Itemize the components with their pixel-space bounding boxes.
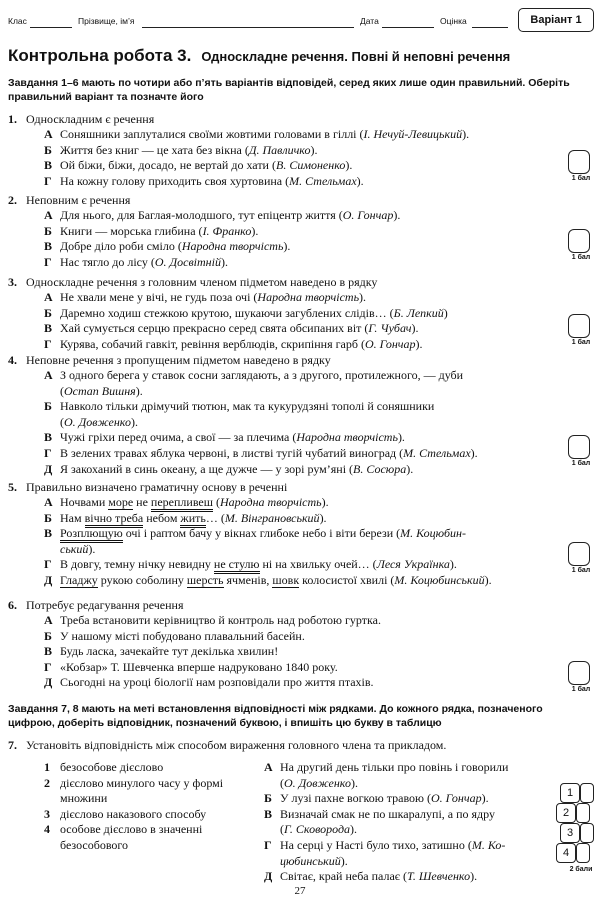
options-list (44, 495, 564, 589)
option-text: І. Нечуй-Левицький (363, 127, 463, 141)
option-letter: А (44, 368, 53, 382)
matching-left-item (44, 760, 244, 776)
matching-right-item (264, 838, 556, 869)
option-letter: Д (44, 461, 53, 476)
points-label: 1 бал (571, 254, 591, 261)
item-letter: В (264, 806, 273, 821)
option-letter: Г (44, 336, 52, 351)
option-text: Народна творчість (296, 430, 398, 445)
option-text: ( (213, 495, 220, 509)
item-number: 1 (44, 760, 50, 774)
name-label: Прізвище, ім’я (78, 16, 135, 26)
instructions-1-6: Завдання 1–6 мають по чотири або п’ять варіантів відповідей, серед яких лише один правильний. Оберіть правильний варіант та позначте його (8, 77, 570, 103)
option-text: Навколо тільки дрімучий тютюн, мак та кукурудзяні тополі й соняшники (60, 399, 435, 414)
answer-option[interactable] (44, 174, 564, 190)
option-text: ( (60, 383, 64, 398)
option-letter: А (44, 290, 53, 304)
option-letter: В (44, 526, 53, 541)
answer-option[interactable] (44, 306, 564, 322)
option-letter: А (44, 613, 53, 627)
option-text: ). (345, 158, 353, 173)
matching-right-item (264, 760, 556, 791)
question-number: 1. (8, 112, 17, 126)
question-2 (8, 193, 568, 270)
answer-option[interactable] (44, 629, 564, 645)
answer-input[interactable] (580, 823, 594, 843)
answer-option[interactable] (44, 557, 564, 573)
option-letter: В (44, 430, 53, 445)
answer-option[interactable] (44, 127, 564, 143)
answer-option[interactable] (44, 675, 564, 691)
question-stem: Правильно визначено граматичну основу в реченні (26, 480, 288, 494)
option-text: На кожну голову приходить своя хуртовина ( (60, 173, 290, 188)
answer-option[interactable] (44, 239, 564, 255)
item-number: 4 (44, 822, 50, 837)
question-number: 5. (8, 480, 17, 494)
option-text: ). (406, 461, 414, 476)
item-letter: Г (264, 837, 272, 852)
item-text: Г. Сковорода (284, 822, 351, 837)
option-letter: В (44, 239, 53, 254)
date-label: Дата (360, 16, 379, 26)
matching-right-column (264, 760, 556, 885)
option-letter: Г (44, 173, 52, 188)
item-text: ( (280, 775, 284, 790)
answer-option[interactable] (44, 644, 564, 660)
name-field[interactable] (142, 27, 354, 28)
option-text: ). (484, 572, 492, 587)
option-text: Нас тягло до лісу ( (60, 254, 155, 269)
option-text: В. Сосюра (353, 461, 407, 476)
class-label: Клас (8, 16, 27, 26)
item-text: Т. Шевченко (406, 869, 471, 884)
answer-option[interactable] (44, 495, 564, 511)
option-letter: Д (44, 572, 53, 587)
answer-option[interactable] (44, 158, 564, 174)
option-letter: Д (44, 675, 53, 690)
answer-option[interactable] (44, 143, 564, 159)
option-text: Народна творчість (181, 239, 284, 254)
answer-option[interactable] (44, 208, 564, 224)
option-text: О. Досвітній (154, 254, 221, 269)
option-text: ). (319, 510, 327, 525)
item-number: 3 (44, 806, 50, 821)
option-letter: А (44, 495, 53, 509)
answer-cell-4[interactable]: 4 (556, 843, 576, 863)
option-text: ). (470, 445, 478, 460)
question-stem: Потребує редагування речення (26, 598, 184, 612)
question-header (8, 480, 568, 495)
question-stem: Установіть відповідність між способом вираження головного члена та прикладом. (26, 738, 447, 752)
answer-cell-1[interactable]: 1 (560, 783, 580, 803)
item-text: ). (350, 822, 358, 837)
option-text: З одного берега у ставок сосни заглядають, а з другого, протилежного, — дуби (60, 368, 464, 382)
option-text: Гладжу (60, 572, 98, 587)
option-text: ). (88, 541, 96, 556)
answer-box[interactable] (568, 314, 590, 338)
option-text: Соняшники заплуталися своїми жовтими головами в гіллі ( (60, 127, 364, 141)
question-5 (8, 480, 568, 589)
answer-box[interactable] (568, 229, 590, 253)
option-text: ). (283, 239, 291, 254)
answer-box[interactable] (568, 435, 590, 459)
item-number: 2 (44, 775, 50, 790)
item-text: цюбинський (280, 853, 341, 868)
answer-option[interactable] (44, 321, 564, 337)
option-text: Леся Українка (376, 557, 450, 572)
options-list (44, 127, 564, 189)
option-letter: Б (44, 628, 52, 643)
question-stem: Односкладним є речення (26, 112, 155, 126)
options-list (44, 368, 564, 477)
option-text: Сьогодні на уроці біології нам розповідали про життя птахів. (60, 675, 374, 690)
item-text: Визначай смак не по шкаралупі, а по ядру (280, 806, 495, 821)
answer-option[interactable] (44, 526, 564, 557)
option-text: Чужі гріхи перед очима, а свої — за плечима ( (60, 430, 297, 445)
options-list (44, 613, 564, 691)
answer-box[interactable] (568, 150, 590, 174)
option-text: ячменів, (223, 572, 273, 587)
matching-left-item (44, 822, 244, 853)
option-text: В. Симоненко (275, 158, 346, 173)
option-text: море (108, 495, 134, 509)
option-text: Остап Вишня (64, 383, 136, 398)
option-text: колосистої хвилі ( (299, 572, 395, 587)
question-stem: Неповне речення з пропущеним підметом наведено в рядку (26, 353, 331, 367)
option-text: М. Коцюбинський (394, 572, 485, 587)
option-text: Розплющую (60, 526, 123, 543)
matching-left-item (44, 776, 244, 807)
answer-option[interactable] (44, 224, 564, 240)
option-text: ) (443, 305, 448, 320)
points-label: 2 бали (569, 866, 593, 873)
option-text: ні на хвильку очей… ( (259, 557, 377, 572)
option-text: очі і раптом бачу у вікнах глибоке небо і віти берези ( (122, 526, 401, 541)
option-text: Д. Павличко (248, 142, 311, 157)
answer-option[interactable] (44, 573, 564, 589)
option-text: ). (359, 290, 367, 304)
item-text: На другий день тільки про повінь і говорили (280, 760, 509, 774)
item-text: У лузі пахне вогкою травою ( (280, 791, 432, 806)
option-letter: Б (44, 399, 52, 414)
option-text: О. Довженко (64, 414, 131, 429)
matching-right-item (264, 807, 556, 838)
option-text: В довгу, темну нічку невидну (60, 557, 214, 572)
answer-option[interactable] (44, 337, 564, 353)
item-text: О. Довженко (284, 775, 351, 790)
page-number: 27 (294, 885, 306, 897)
title-main: Контрольна робота 3. (8, 46, 192, 65)
option-text: ). (397, 430, 405, 445)
instructions-7-8: Завдання 7, 8 мають на меті встановлення відповідності між рядками. До кожного рядка, позначеного цифрою, доберіть відповідник, позначений буквою, і впишіть цю букву в таблицю (8, 703, 543, 729)
option-text: ). (415, 336, 423, 351)
item-text: На серці у Насті було тихо, затишно ( (280, 837, 472, 852)
option-text: Добре діло роби сміло ( (60, 239, 182, 254)
answer-option[interactable] (44, 613, 564, 629)
title-sub: Односкладне речення. Повні й неповні речення (201, 49, 511, 64)
answer-input[interactable] (576, 803, 590, 823)
option-text: Будь ласка, зачекайте тут декілька хвилин! (60, 644, 279, 659)
item-text: ). (481, 791, 489, 806)
answer-option[interactable] (44, 255, 564, 271)
option-text: В зелених травах яблука червоні, в листві тугій чубатий виноград ( (60, 445, 404, 460)
question-header (8, 112, 568, 127)
option-letter: Б (44, 223, 52, 238)
question-header (8, 598, 568, 613)
option-text: Для нього, для Баглая-молодшого, тут епіцентр життя ( (60, 208, 343, 222)
question-number: 6. (8, 598, 17, 612)
answer-cell-3[interactable]: 3 (560, 823, 580, 843)
item-text: дієслово минулого часу у формі множини (60, 775, 224, 806)
answer-box[interactable] (568, 661, 590, 685)
matching-left-item (44, 807, 244, 823)
option-text: ). (356, 173, 364, 188)
question-number: 7. (8, 738, 17, 752)
option-text: І. Франко (202, 223, 252, 238)
option-letter: Г (44, 659, 52, 674)
option-text: … ( (205, 510, 225, 525)
answer-option[interactable] (44, 368, 564, 399)
grade-label: Оцінка (440, 16, 467, 26)
option-text: «Кобзар» Т. Шевченка вперше надруковано 1840 року. (60, 659, 338, 674)
item-text: безособове дієслово (60, 760, 164, 774)
question-header (8, 275, 568, 290)
options-list (44, 290, 564, 352)
option-text: перепливеш (151, 495, 213, 512)
question-number: 2. (8, 193, 17, 207)
answer-option[interactable] (44, 446, 564, 462)
option-text: ). (411, 321, 419, 336)
option-text: ). (135, 383, 143, 398)
option-text: Життя без книг — це хата без вікна ( (60, 142, 249, 157)
option-text: Книги — морська глибина ( (60, 223, 203, 238)
option-text: не стулю (214, 557, 260, 574)
option-text: ський (60, 541, 89, 556)
option-letter: Г (44, 557, 52, 572)
question-header (8, 353, 568, 368)
option-letter: А (44, 127, 53, 141)
question-stem: Односкладне речення з головним членом підметом наведено в рядку (26, 275, 378, 289)
option-letter: В (44, 321, 53, 336)
variant-badge: Варіант 1 (518, 8, 594, 32)
option-text: шовк (272, 572, 300, 587)
item-text: дієслово наказового способу (60, 806, 207, 821)
option-text: Даремно ходиш стежкою крутою, шукаючи загублених слідів… ( (60, 305, 394, 320)
option-text: ). (393, 208, 401, 222)
option-text: ( (60, 414, 64, 429)
question-stem: Неповним є речення (26, 193, 131, 207)
option-text: ). (251, 223, 259, 238)
item-text: ). (340, 853, 348, 868)
option-text: М. Стельмах (403, 445, 471, 460)
option-text: небом (143, 510, 181, 525)
option-text: Г. Чубач (368, 321, 412, 336)
item-letter: А (264, 760, 273, 774)
option-text: Ночвами (60, 495, 109, 509)
answer-option[interactable] (44, 462, 564, 478)
option-text: ). (321, 495, 329, 509)
points-label: 1 бал (571, 686, 591, 693)
option-text: ). (220, 254, 228, 269)
item-text: ). (350, 775, 358, 790)
item-letter: Д (264, 869, 273, 884)
points-label: 1 бал (571, 460, 591, 467)
item-text: ( (280, 822, 284, 837)
question-7 (8, 738, 568, 753)
option-text: Хай сумується серцю прекрасно серед свята обсипаних віт ( (60, 321, 369, 336)
answer-option[interactable] (44, 290, 564, 306)
option-text: Народна творчість (220, 495, 322, 509)
points-label: 1 бал (571, 339, 591, 346)
answer-input[interactable] (576, 843, 590, 863)
answer-option[interactable] (44, 430, 564, 446)
option-text: Треба встановити керівництво й контроль над роботою гуртка. (60, 613, 381, 627)
option-text: М. Коцюбин- (400, 526, 466, 541)
option-letter: В (44, 158, 53, 173)
option-text: Б. Лепкий (393, 305, 444, 320)
option-text: М. Вінграновський (224, 510, 320, 525)
options-list (44, 208, 564, 270)
option-text: М. Стельмах (289, 173, 357, 188)
question-6 (8, 598, 568, 691)
question-1 (8, 112, 568, 189)
question-number: 3. (8, 275, 17, 289)
header (8, 8, 592, 32)
option-letter: Г (44, 445, 52, 460)
item-text: М. Ко- (471, 837, 506, 852)
class-field[interactable] (30, 27, 72, 28)
option-text: О. Гончар (342, 208, 394, 222)
answer-option[interactable] (44, 660, 564, 676)
item-letter: Б (264, 791, 272, 806)
question-number: 4. (8, 353, 17, 367)
question-header (8, 193, 568, 208)
matching-right-item (264, 791, 556, 807)
question-4 (8, 353, 568, 477)
option-letter: Б (44, 510, 52, 525)
option-text: Курява, собачий гавкіт, ревіння верблюдів, скрипіння гарб ( (60, 336, 365, 351)
date-field[interactable] (382, 27, 434, 28)
points-label: 1 бал (571, 567, 591, 574)
points-label: 1 бал (571, 175, 591, 182)
item-text: О. Гончар (431, 791, 482, 806)
question-3 (8, 275, 568, 352)
item-text: ). (470, 869, 478, 884)
answer-option[interactable] (44, 399, 564, 430)
option-text: ). (462, 127, 470, 141)
option-text: У нашому місті побудовано плавальний басейн. (60, 628, 305, 643)
answer-option[interactable] (44, 511, 564, 527)
option-text: Я закоханий в синь океану, а ще дужче — у зорі рум’яні ( (60, 461, 354, 476)
option-letter: Б (44, 305, 52, 320)
matching-left-column (44, 760, 244, 854)
answer-cell-2[interactable]: 2 (556, 803, 576, 823)
option-text: Народна творчість (257, 290, 360, 304)
option-text: Нам (60, 510, 85, 525)
option-text: ). (310, 142, 318, 157)
option-text: вічно треба (85, 511, 144, 528)
answer-box[interactable] (568, 542, 590, 566)
option-text: О. Гончар (364, 336, 416, 351)
option-letter: Г (44, 254, 52, 269)
option-text: жить (180, 511, 205, 528)
matching-right-item (264, 869, 556, 885)
item-text: Світає, край неба палає ( (280, 869, 407, 884)
option-text: Не хвали мене у вічі, не гудь поза очі ( (60, 290, 258, 304)
option-letter: А (44, 208, 53, 222)
option-text: Ой біжи, біжи, досадо, не вертай до хати ( (60, 158, 276, 173)
option-letter: Б (44, 142, 52, 157)
item-text: особове дієслово в значенні безособового (60, 822, 203, 852)
option-text: не (133, 495, 151, 509)
option-text: рукою соболину (97, 572, 187, 587)
option-text: ). (130, 414, 138, 429)
answer-input[interactable] (580, 783, 594, 803)
option-letter: В (44, 644, 53, 659)
option-text: ). (449, 557, 457, 572)
grade-field[interactable] (472, 27, 508, 28)
option-text: шерсть (186, 572, 224, 587)
page-title (8, 46, 592, 66)
